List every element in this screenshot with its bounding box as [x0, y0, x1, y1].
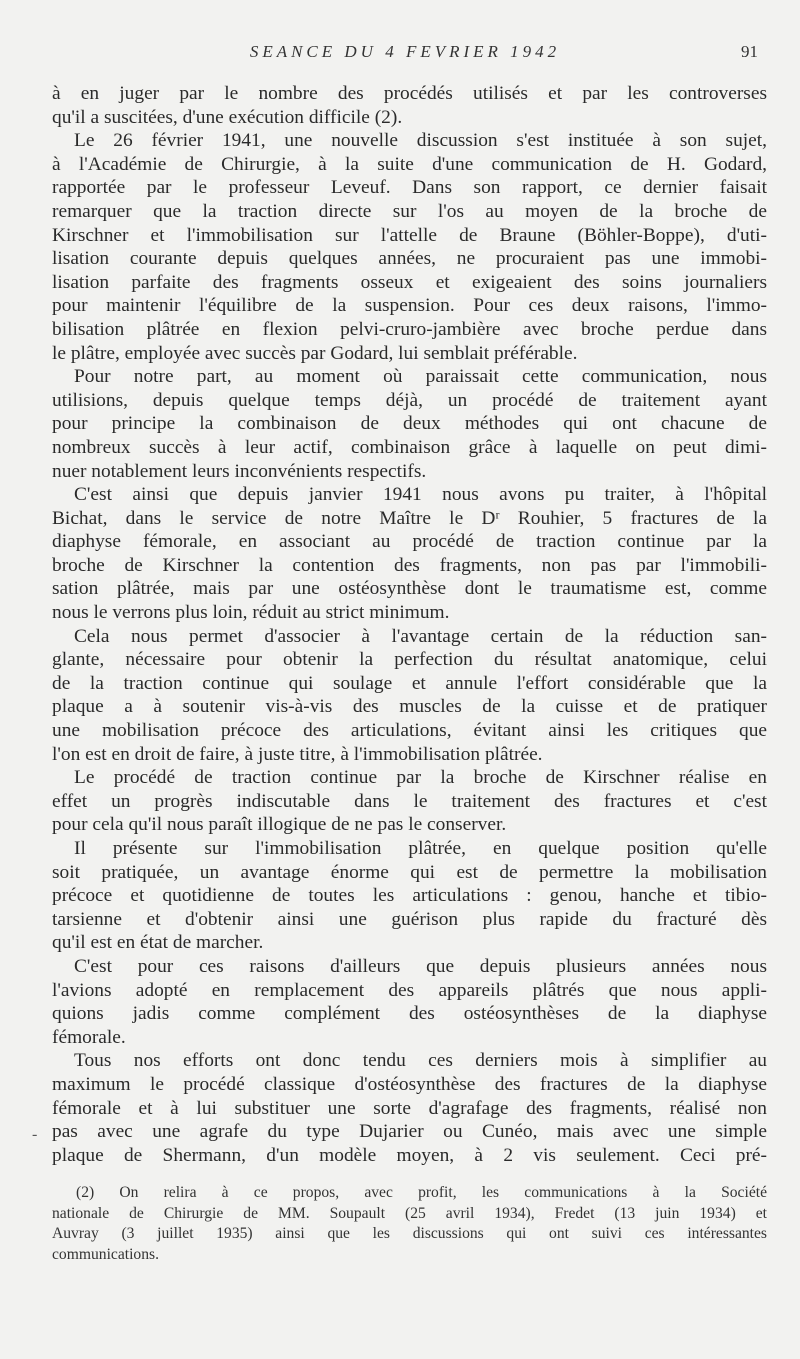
- footnote-line: Auvray (3 juillet 1935) ainsi que les discussions qui ont suivi ces intéressantes: [52, 1225, 767, 1242]
- body-line: tarsienne et d'obtenir ainsi une guérison plus rapide du fracturé dès: [52, 908, 767, 930]
- body-line: rapportée par le professeur Leveuf. Dans son rapport, ce dernier faisait: [52, 177, 767, 199]
- body-line: lisation courante depuis quelques années, ne procuraient pas une immobi-: [52, 248, 767, 270]
- running-title: SEANCE DU 4 FEVRIER 1942: [249, 42, 561, 61]
- body-text: [52, 82, 767, 1167]
- footnote-line: communications.: [52, 1245, 159, 1263]
- body-line: soit pratiquée, un avantage énorme qui est de permettre la mobilisation: [52, 861, 767, 883]
- body-line: pour cela qu'il nous paraît illogique de ne pas le conserver.: [52, 814, 507, 836]
- body-line: fémorale.: [52, 1026, 126, 1048]
- body-line: diaphyse fémorale, en associant au procédé de traction continue par la: [52, 531, 767, 553]
- body-line: Le 26 février 1941, une nouvelle discussion s'est instituée à son sujet,: [74, 130, 767, 152]
- body-line: à en juger par le nombre des procédés utilisés et par les controverses: [52, 83, 767, 104]
- body-line: glante, nécessaire pour obtenir la perfection du résultat anatomique, celui: [52, 649, 767, 671]
- body-line: Bichat, dans le service de notre Maître le Dʳ Rouhier, 5 fractures de la: [52, 507, 767, 529]
- body-line: bilisation plâtrée en flexion pelvi-cruro-jambière avec broche perdue dans: [52, 318, 767, 340]
- body-line: maximum le procédé classique d'ostéosynthèse des fractures de la diaphyse: [52, 1073, 767, 1095]
- body-line: Kirschner et l'immobilisation sur l'attelle de Braune (Böhler-Boppe), d'uti-: [52, 224, 767, 246]
- body-line: de la traction continue qui soulage et annule l'effort considérable que la: [52, 672, 767, 694]
- body-line: remarquer que la traction directe sur l'os au moyen de la broche de: [52, 200, 767, 222]
- body-line: nous le verrons plus loin, réduit au strict minimum.: [52, 602, 450, 624]
- body-line: nuer notablement leurs inconvénients respectifs.: [52, 460, 427, 482]
- footnote-line: nationale de Chirurgie de MM. Soupault (25 avril 1934), Fredet (13 juin 1934) et: [52, 1204, 767, 1222]
- body-line: le plâtre, employée avec succès par Godard, lui semblait préférable.: [52, 342, 578, 364]
- body-line: qu'il a suscitées, d'une exécution difficile (2).: [52, 106, 403, 128]
- body-line: l'avions adopté en remplacement des appareils plâtrés que nous appli-: [52, 979, 767, 1001]
- body-line: plaque a à soutenir vis-à-vis des muscles de la cuisse et de pratiquer: [52, 696, 767, 718]
- body-line: nombreux succès à leur actif, combinaison grâce à laquelle on peut dimi-: [52, 436, 767, 458]
- body-line: précoce et quotidienne de toutes les articulations : genou, hanche et tibio-: [52, 885, 767, 907]
- body-line: sation plâtrée, mais par une ostéosynthèse dont le traumatisme est, comme: [52, 578, 767, 600]
- body-line: Pour notre part, au moment où paraissait cette communication, nous: [74, 366, 767, 388]
- body-line: pas avec une agrafe du type Dujarier ou Cunéo, mais avec une simple: [52, 1121, 767, 1143]
- footnote-line: (2) On relira à ce propos, avec profit, les communications à la Société: [76, 1184, 767, 1201]
- body-line: C'est pour ces raisons d'ailleurs que depuis plusieurs années nous: [74, 955, 767, 977]
- margin-mark: -: [32, 1126, 38, 1143]
- body-line: l'on est en droit de faire, à juste titre, à l'immobilisation plâtrée.: [52, 743, 543, 765]
- body-line: C'est ainsi que depuis janvier 1941 nous avons pu traiter, à l'hôpital: [74, 484, 767, 506]
- body-line: fémorale et à lui substituer une sorte d'agrafage des fragments, réalisé non: [52, 1097, 767, 1119]
- body-line: à l'Académie de Chirurgie, à la suite d'une communication de H. Godard,: [52, 153, 767, 175]
- body-line: effet un progrès indiscutable dans le traitement des fractures et c'est: [52, 790, 767, 812]
- body-line: qu'il est en état de marcher.: [52, 932, 264, 954]
- body-line: pour principe la combinaison de deux méthodes qui ont chacune de: [52, 413, 767, 435]
- body-line: Le procédé de traction continue par la broche de Kirschner réalise en: [74, 767, 767, 789]
- body-line: utilisions, depuis quelque temps déjà, un procédé de traitement ayant: [52, 389, 767, 411]
- body-line: une mobilisation précoce des articulations, évitant ainsi les critiques que: [52, 720, 767, 742]
- body-line: quions jadis comme complément des ostéosynthèses de la diaphyse: [52, 1003, 767, 1025]
- body-line: pour maintenir l'équilibre de la suspension. Pour ces deux raisons, l'immo-: [52, 295, 767, 317]
- body-line: Cela nous permet d'associer à l'avantage certain de la réduction san-: [74, 625, 767, 647]
- body-line: Tous nos efforts ont donc tendu ces derniers mois à simplifier au: [74, 1050, 767, 1072]
- body-line: lisation parfaite des fragments osseux et exigeaient des soins journaliers: [52, 271, 767, 293]
- page-number: 91: [741, 42, 758, 61]
- running-head: [52, 42, 758, 68]
- body-line: plaque de Shermann, d'un modèle moyen, à 2 vis seulement. Ceci pré-: [52, 1144, 767, 1166]
- footnote: [52, 1183, 767, 1265]
- body-line: Il présente sur l'immobilisation plâtrée, en quelque position qu'elle: [74, 838, 767, 859]
- body-line: broche de Kirschner la contention des fragments, non pas par l'immobili-: [52, 554, 767, 576]
